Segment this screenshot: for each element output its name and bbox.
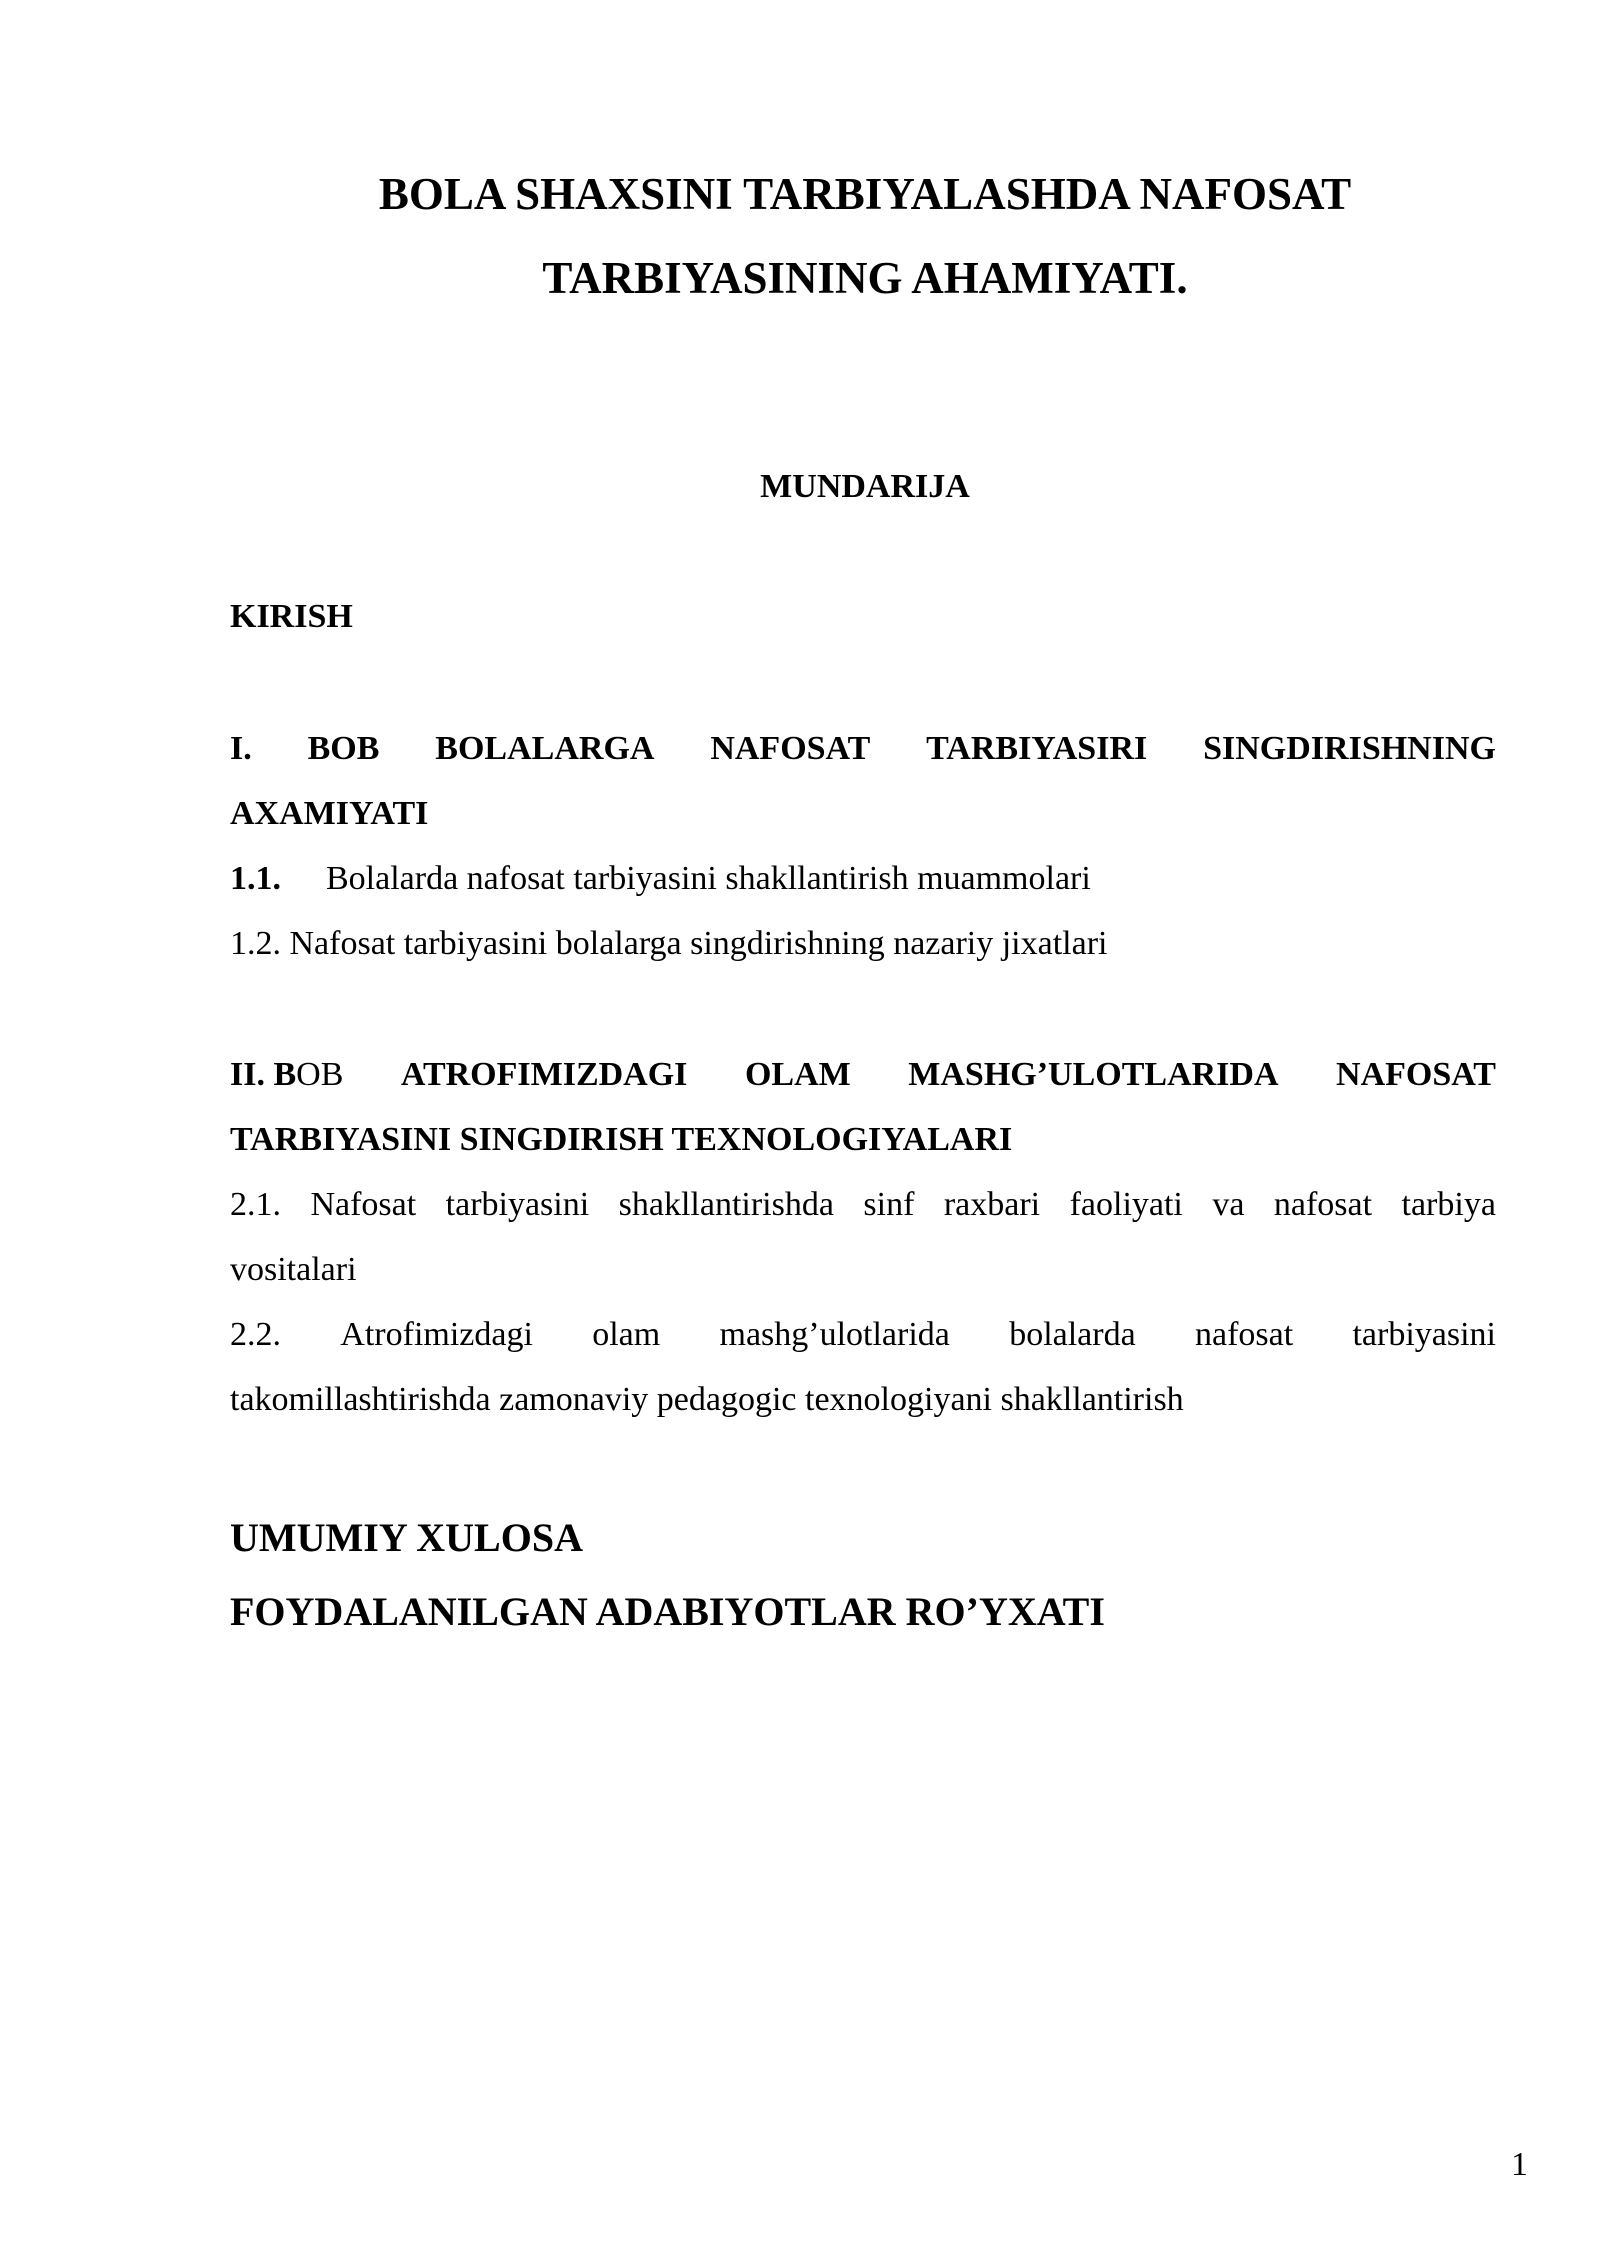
toc-item-2-1-word: nafosat: [1273, 1186, 1373, 1223]
toc-item-2-2-word: bolalarda: [1009, 1316, 1136, 1353]
chapter-2-word: OLAM: [744, 1056, 851, 1093]
contents-heading: MUNDARIJA: [760, 468, 970, 505]
toc-item-2-1-word: tarbiyasini: [445, 1186, 590, 1223]
toc-references: FOYDALANILGAN ADABIYOTLAR RO’YXATI: [230, 1589, 1105, 1634]
chapter-2-word: ATROFIMIZDAGI: [400, 1056, 688, 1093]
page-number: 1: [1511, 2146, 1528, 2183]
document-title-line-2: TARBIYASINING AHAMIYATI.: [542, 253, 1188, 303]
chapter-2-word: MASHG’ULOTLARIDA: [908, 1056, 1279, 1093]
toc-item-2-1-word: shakllantirishda: [618, 1186, 834, 1223]
toc-item-1-1-number: 1.1.: [230, 860, 281, 897]
toc-item-2-2-word: Atrofimizdagi: [340, 1316, 533, 1353]
toc-item-2-2: [230, 1318, 1496, 1352]
toc-item-2-1-cont: vositalari: [230, 1251, 357, 1288]
chapter-1-word: BOLALARGA: [435, 730, 655, 767]
chapter-1-word: SINGDIRISHNING: [1203, 730, 1496, 767]
toc-item-2-1: [230, 1188, 1496, 1222]
toc-item-1-1-text: Bolalarda nafosat tarbiyasini shakllantirish muammolari: [326, 860, 1091, 897]
document-title-line-1: BOLA SHAXSINI TARBIYALASHDA NAFOSAT: [378, 169, 1352, 219]
toc-chapter-1-title: [230, 732, 1496, 766]
chapter-2-word: NAFOSAT: [1336, 1056, 1496, 1093]
chapter-1-word: BOB: [307, 730, 380, 767]
toc-item-2-1-word: va: [1212, 1186, 1245, 1223]
chapter-1-prefix: I.: [230, 730, 252, 767]
toc-item-2-2-word: mashg’ulotlarida: [719, 1316, 950, 1353]
toc-chapter-2-title: [230, 1058, 1496, 1092]
toc-item-1-1: [230, 862, 1091, 896]
chapter-2-bob-rest: OB: [296, 1056, 344, 1093]
chapter-2-prefix-text: II.: [230, 1056, 265, 1093]
toc-conclusion: UMUMIY XULOSA: [230, 1515, 583, 1560]
chapter-2-bob-b: B: [273, 1056, 297, 1093]
toc-item-2-1-word: raxbari: [943, 1186, 1041, 1223]
toc-intro: KIRISH: [230, 598, 353, 635]
toc-item-2-1-word: Nafosat: [310, 1186, 417, 1223]
chapter-1-word: TARBIYASIRI: [926, 730, 1148, 767]
toc-item-2-1-word: 2.1.: [230, 1186, 281, 1223]
toc-item-2-1-word: faoliyati: [1069, 1186, 1183, 1223]
toc-item-2-2-word: tarbiyasini: [1352, 1316, 1496, 1353]
toc-item-2-1-word: tarbiya: [1401, 1186, 1496, 1223]
toc-chapter-2-title-cont: TARBIYASINI SINGDIRISH TEXNOLOGIYALARI: [230, 1121, 1013, 1158]
chapter-1-word: NAFOSAT: [710, 730, 871, 767]
toc-item-2-2-word: 2.2.: [230, 1316, 281, 1353]
toc-item-1-2: 1.2. Nafosat tarbiyasini bolalarga singdirishning nazariy jixatlari: [230, 925, 1108, 962]
chapter-2-prefix: [230, 1058, 343, 1092]
toc-item-2-2-cont: takomillashtirishda zamonaviy pedagogic texnologiyani shakllantirish: [230, 1381, 1184, 1418]
toc-item-2-1-word: sinf: [863, 1186, 915, 1223]
toc-chapter-1-title-cont: AXAMIYATI: [230, 795, 429, 832]
toc-item-2-2-word: nafosat: [1194, 1316, 1294, 1353]
toc-item-2-2-word: olam: [592, 1316, 661, 1353]
